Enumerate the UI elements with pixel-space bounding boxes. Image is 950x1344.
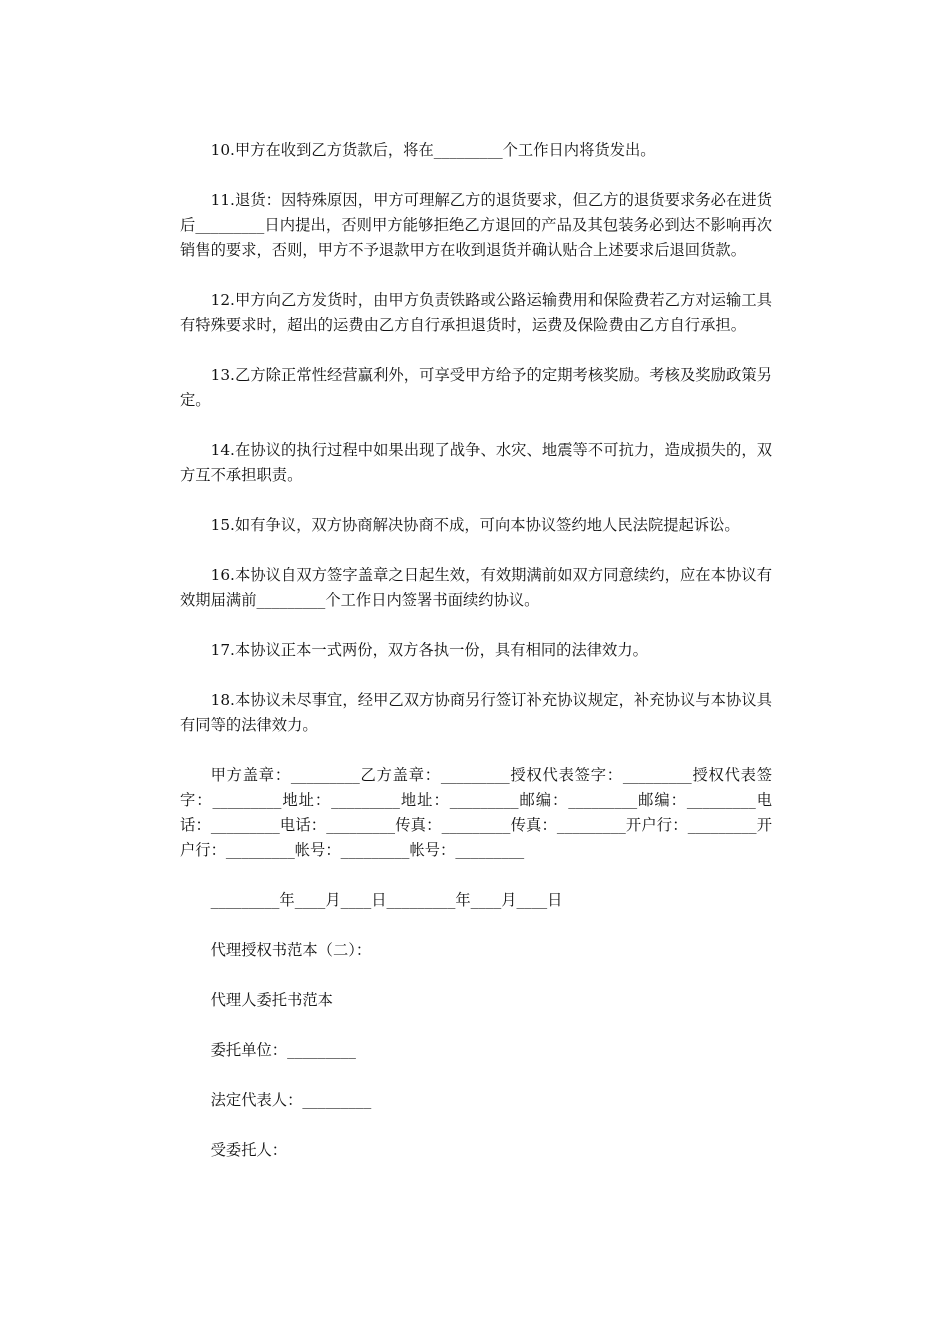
- clause-18: 18.本协议未尽事宜，经甲乙双方协商另行签订补充协议规定，补充协议与本协议具有同等的法律效力。: [180, 691, 772, 734]
- template-title: 代理授权书范本（二）：: [210, 941, 372, 959]
- date-line: _________年____月____日_________年____月____日: [210, 891, 563, 909]
- clause-10: 10.甲方在收到乙方货款后，将在_________个工作日内将货发出。: [210, 141, 656, 159]
- clause-13: 13.乙方除正常性经营赢利外，可享受甲方给予的定期考核奖励。考核及奖励政策另定。: [180, 366, 772, 409]
- client-unit-field: 委托单位：_________: [210, 1041, 356, 1059]
- clause-11: 11.退货：因特殊原因，甲方可理解乙方的退货要求，但乙方的退货要求务必在进货后_________日内提出，否则甲方能够拒绝乙方退回的产品及其包装务必到达不影响再次销售的要求，否则，甲方不予退款甲方在收到退货并确认贴合上述要求后退回货款。: [180, 191, 772, 259]
- document-page: [180, 138, 772, 1188]
- clause-12: 12.甲方向乙方发货时，由甲方负责铁路或公路运输费用和保险费若乙方对运输工具有特殊要求时，超出的运费由乙方自行承担退货时，运费及保险费由乙方自行承担。: [180, 291, 772, 334]
- clause-14: 14.在协议的执行过程中如果出现了战争、水灾、地震等不可抗力，造成损失的，双方互不承担职责。: [180, 441, 772, 484]
- agent-field: 受委托人：: [210, 1141, 288, 1159]
- signature-block: 甲方盖章：_________乙方盖章：_________授权代表签字：_________授权代表签字：_________地址：_________地址：_________邮编：_________邮编：_________电话：_________电话：_________传真：_________传真：_________开户行：_________开户行：_________帐号：_________帐号：_________: [180, 766, 772, 859]
- clause-15: 15.如有争议，双方协商解决协商不成，可向本协议签约地人民法院提起诉讼。: [210, 516, 740, 534]
- clause-17: 17.本协议正本一式两份，双方各执一份，具有相同的法律效力。: [210, 641, 648, 659]
- legal-rep-field: 法定代表人：_________: [210, 1091, 372, 1109]
- clause-16: 16.本协议自双方签字盖章之日起生效，有效期满前如双方同意续约，应在本协议有效期届满前_________个工作日内签署书面续约协议。: [180, 566, 772, 609]
- template-subtitle: 代理人委托书范本: [210, 991, 333, 1009]
